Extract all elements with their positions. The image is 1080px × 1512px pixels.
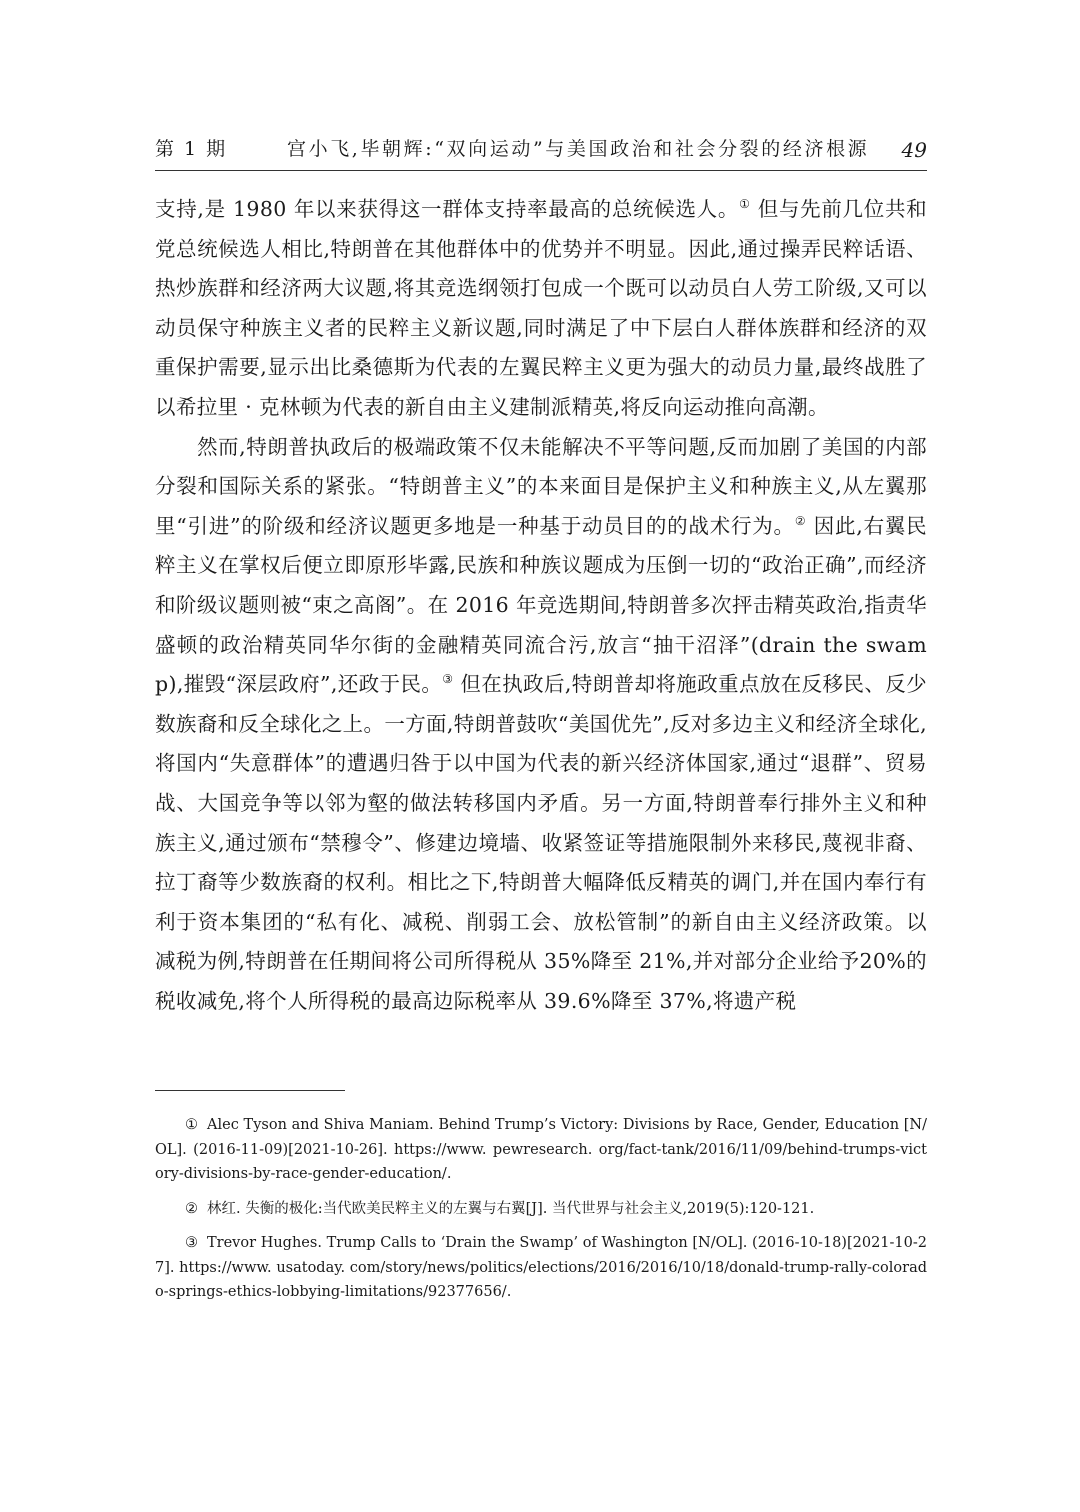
footnote-number: ② bbox=[185, 1200, 198, 1217]
footnotes bbox=[155, 1113, 927, 1315]
footnote-1 bbox=[155, 1113, 927, 1187]
paragraph-2 bbox=[155, 428, 927, 1022]
footnote-reference[interactable]: ③ bbox=[442, 672, 454, 687]
paragraph-text: 因此,右翼民粹主义在掌权后便立即原形毕露,民族和种族议题成为压倒一切的“政治正确”,而经济和阶级议题则被“束之高阁”。在 2016 年竞选期间,特朗普多次抨击精英政治,指责华盛顿的政治精英同华尔街的金融精英同流合污,放言“抽干沼泽”(drain the swamp),摧毁“深层政府”,还政于民。 bbox=[155, 513, 928, 697]
paragraph-text: 但在执政后,特朗普却将施政重点放在反移民、反少数族裔和反全球化之上。一方面,特朗普鼓吹“美国优先”,反对多边主义和经济全球化,将国内“失意群体”的遭遇归咎于以中国为代表的新兴经济体国家,通过“退群”、贸易战、大国竞争等以邻为壑的做法转移国内矛盾。另一方面,特朗普奉行排外主义和种族主义,通过颁布“禁穆令”、修建边境墙、收紧签证等措施限制外来移民,蔑视非裔、拉丁裔等少数族裔的权利。相比之下,特朗普大幅降低反精英的调门,并在国内奉行有利于资本集团的“私有化、减税、削弱工会、放松管制”的新自由主义经济政策。以减税为例,特朗普在任期间将公司所得税从 35%降至 21%,并对部分企业给予20%的税收减免,将个人所得税的最高边际税率从 39.6%降至 37%,将遗产税 bbox=[155, 672, 928, 1013]
paragraph-text: 然而,特朗普执政后的极端政策不仅未能解决不平等问题,反而加剧了美国的内部分裂和国际关系的紧张。“特朗普主义”的本来面目是保护主义和种族主义,从左翼那里“引进”的阶级和经济议题更多地是一种基于动员目的的战术行为。 bbox=[155, 434, 927, 538]
running-header bbox=[155, 128, 927, 168]
footnote-text: 林红. 失衡的极化:当代欧美民粹主义的左翼与右翼[J]. 当代世界与社会主义,2019(5):120-121. bbox=[207, 1200, 815, 1217]
footnote-text: Alec Tyson and Shiva Maniam. Behind Trump’s Victory: Divisions by Race, Gender, Education [N/OL]. (2016-11-09)[2021-10-26]. https://www. pewresearch. org/fact-tank/2016/11/09/behind-trumps-victory-divisions-by-race-gender-education/. bbox=[155, 1117, 927, 1182]
footnote-3 bbox=[155, 1231, 927, 1305]
footnote-number: ① bbox=[185, 1117, 198, 1133]
page-number: 49 bbox=[901, 138, 927, 162]
paragraph-text: 支持,是 1980 年以来获得这一群体支持率最高的总统候选人。 bbox=[155, 197, 740, 221]
footnote-text: Trevor Hughes. Trump Calls to ‘Drain the Swamp’ of Washington [N/OL]. (2016-10-18)[2021-10-27]. https://www. usatoday. com/story/news/politics/elections/2016/2016/10/18/donald-trump-rally-colorado-springs-ethics-lobbying-limitations/92377656/. bbox=[155, 1235, 927, 1300]
footnote-number: ③ bbox=[185, 1235, 198, 1251]
header-rule bbox=[155, 170, 927, 171]
footnote-reference[interactable]: ① bbox=[739, 197, 751, 211]
footnote-reference[interactable]: ② bbox=[794, 513, 807, 528]
body-text bbox=[155, 190, 927, 1021]
footnote-2 bbox=[155, 1197, 927, 1222]
issue-label: 第 1 期 bbox=[155, 138, 228, 160]
paragraph-text: 但与先前几位共和党总统候选人相比,特朗普在其他群体中的优势并不明显。因此,通过操弄民粹话语、热炒族群和经济两大议题,将其竞选纲领打包成一个既可以动员白人劳工阶级,又可以动员保守种族主义者的民粹主义新议题,同时满足了中下层白人群体族群和经济的双重保护需要,显示出比桑德斯为代表的左翼民粹主义更为强大的动员力量,最终战胜了以希拉里 · 克林顿为代表的新自由主义建制派精英,将反向运动推向高潮。 bbox=[155, 197, 928, 419]
footnote-rule bbox=[155, 1090, 345, 1091]
running-title: 宫小飞,毕朝辉:“双向运动”与美国政治和社会分裂的经济根源 bbox=[287, 138, 870, 160]
paragraph-1 bbox=[155, 190, 927, 428]
